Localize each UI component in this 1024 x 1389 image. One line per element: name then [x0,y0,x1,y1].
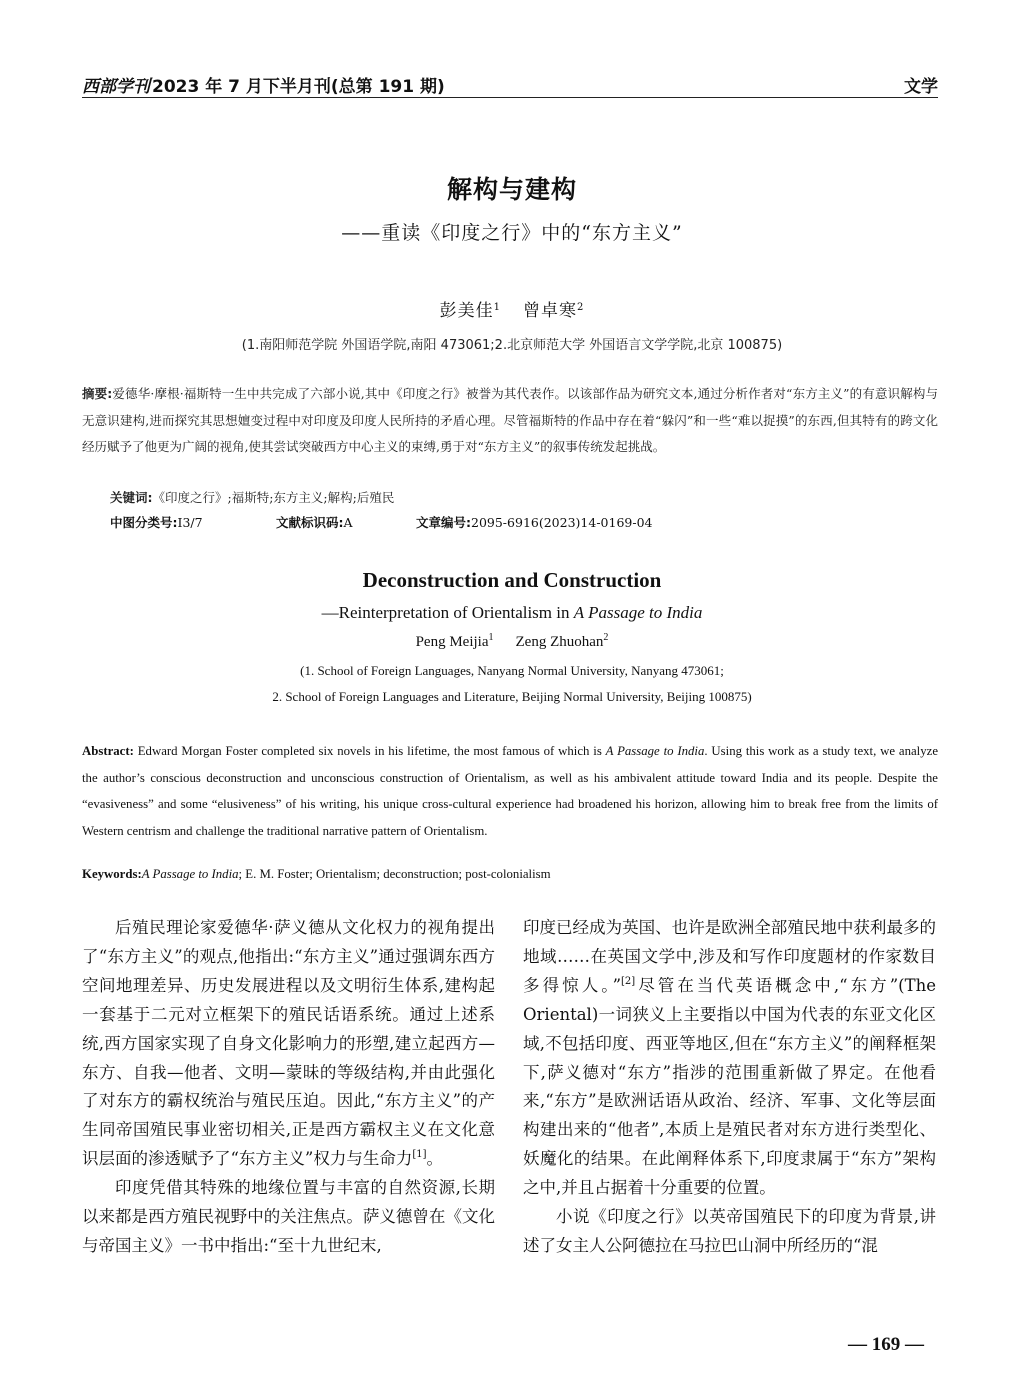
abstract-label: Abstract: [82,744,134,758]
author-name: Peng Meijia [415,634,489,650]
issue-info: 2023 年 7 月下半月刊(总第 191 期) [152,77,445,97]
book-title: A Passage to India [605,744,705,758]
author-name: Zeng Zhuohan [515,634,604,650]
abstract-label: 摘要: [82,386,113,401]
english-subtitle-text: —Reinterpretation of Orientalism in [321,603,574,622]
paragraph-text: 印度已经成为英国、也许是欧洲全部殖民地中获利最多的地域……在英国文学中,涉及和写作印度题材的作家数目多得惊人。” [523,918,936,995]
paragraph-text: 尽管在当代英语概念中,“东方”(The Oriental)一词狭义上主要指以中国为代表的东亚文化区域,不包括印度、西亚等地区,但在“东方主义”的阐释框架下,萨义德对“东方”指涉的范围重新做了界定。在他看来,“东方”是欧洲话语从政治、经济、军事、文化等层面构建出来的“他者”,本质上是殖民者对东方进行类型化、妖魔化的结果。在此阐释体系下,印度隶属于“东方”架构之中,并且占据着十分重要的位置。 [523,975,936,1198]
abstract-cn [82,381,938,461]
keywords-text: ; E. M. Foster; Orientalism; deconstruction; post-colonialism [238,867,551,881]
section-label: 文学 [904,77,938,97]
english-affiliation-line2: 2. School of Foreign Languages and Literature, Beijing Normal University, Beijing 100875) [272,689,752,704]
body-column-right [523,914,936,1261]
author-name: 曾卓寒 [523,301,577,321]
book-title: A Passage to India [573,603,703,622]
affiliation-mark: 2 [577,302,585,313]
abstract-en [82,738,938,844]
article-number-label: 文章编号: [416,515,471,530]
doc-code-label: 文献标识码: [276,515,344,530]
keywords-cn [110,485,938,512]
english-affiliation-line1: (1. School of Foreign Languages, Nanyang Normal University, Nanyang 473061; [300,663,724,678]
paragraph: 印度凭借其特殊的地缘位置与丰富的自然资源,长期以来都是西方殖民视野中的关注焦点。萨义德曾在《文化与帝国主义》一书中指出:“至十九世纪末, [82,1178,495,1255]
clc-label: 中图分类号: [110,515,178,530]
article-number-value: 2095-6916(2023)14-0169-04 [471,515,653,530]
english-title: Deconstruction and Construction [362,568,662,592]
clc-value: I3/7 [177,515,203,530]
author-name: 彭美佳 [439,301,494,321]
keywords-text: 《印度之行》;福斯特;东方主义;解构;后殖民 [152,490,395,505]
page-number: — 169 — [848,1334,924,1355]
abstract-text: Edward Morgan Foster completed six novels in his lifetime, the most famous of which is [133,744,606,758]
paragraph [523,914,936,1203]
keywords-en [82,867,551,882]
paragraph-text: 。 [426,1149,444,1169]
journal-logo: 西部学刊 [82,77,150,97]
citation: [1] [412,1149,427,1161]
paragraph-text: 后殖民理论家爱德华·萨义德从文化权力的视角提出了“东方主义”的观点,他指出:“东方主义”通过强调东西方空间地理差异、历史发展进程以及文明衍生体系,建构起一套基于二元对立框架下的殖民话语系统。通过上述系统,西方国家实现了自身文化影响力的形塑,建立起西方—东方、自我—他者、文明—蒙昧的等级结构,并由此强化了对东方的霸权统治与殖民压迫。因此,“东方主义”的产生同帝国殖民事业密切相关,正是西方霸权主义在文化意识层面的渗透赋予了“东方主义”权力与生命力 [82,918,495,1169]
affiliation: (1.南阳师范学院 外国语学院,南阳 473061;2.北京师范大学 外国语言文学学院,北京 100875) [241,338,783,353]
abstract-text: 爱德华·摩根·福斯特一生中共完成了六部小说,其中《印度之行》被誉为其代表作。以该部作品为研究文本,通过分析作者对“东方主义”的有意识解构与无意识建构,进而探究其思想嬗变过程中对印度及印度人民所持的矛盾心理。尽管福斯特的作品中存在着“躲闪”和一些“难以捉摸”的东西,但其特有的跨文化经历赋予了他更为广阔的视角,使其尝试突破西方中心主义的束缚,勇于对“东方主义”的叙事传统发起挑战。 [82,386,938,454]
doc-code-value: A [343,515,353,530]
affiliation-mark: 2 [603,632,609,643]
english-authors [0,634,1024,651]
english-subtitle [0,603,1024,623]
abstract-text: . Using this work as a study text, we analyze the author’s conscious deconstruction and unconscious construction of Orientalism, as well as his ambivalent attitude toward India and its people. Despite the “evasiveness” and some “elusiveness” of his writing, his unique cross-cultural experience had broadened his horizon, allowing him to break free from the limits of Western centrism and challenge the traditional narrative pattern of Orientalism. [82,744,938,838]
header-rule [82,97,938,98]
keywords-label: 关键词: [110,490,153,505]
paragraph [82,914,495,1174]
keywords-label: Keywords: [82,867,142,881]
subtitle: ——重读《印度之行》中的“东方主义” [341,222,683,244]
paragraph: 小说《印度之行》以英帝国殖民下的印度为背景,讲述了女主人公阿德拉在马拉巴山洞中所经历的“混 [523,1207,936,1255]
classification-info [110,513,652,531]
running-header-left [82,72,445,97]
book-title: A Passage to India [141,867,239,881]
citation: [2] [621,975,636,987]
page-title: 解构与建构 [446,175,577,204]
affiliation-mark: 1 [493,302,501,313]
body-column-left [82,914,495,1261]
affiliation-mark: 1 [488,632,494,643]
authors [0,296,1024,321]
